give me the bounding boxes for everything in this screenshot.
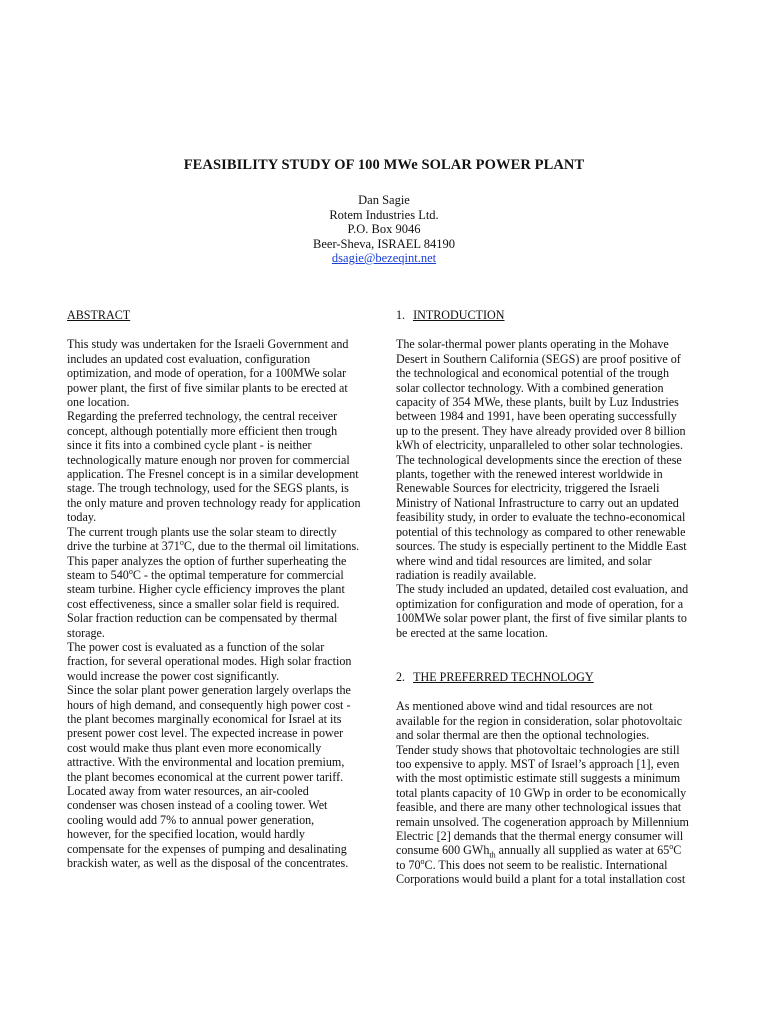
preferred-line: Corporations would build a plant for a total installation cost [396,872,686,887]
intro-line: Ministry of National Infrastructure to carry out an updated [396,495,679,510]
abstract-line: hours of high demand, and consequently high power cost - [67,697,351,712]
abstract-line: includes an updated cost evaluation, configuration [67,351,311,366]
abstract-line: brackish water, as well as the disposal of the concentrates. [67,856,349,871]
abstract-line: This study was undertaken for the Israeli Government and [67,337,349,352]
abstract-line: steam turbine. Higher cycle efficiency improves the plant [67,582,345,597]
abstract-line: This paper analyzes the option of further superheating the [67,553,347,568]
intro-line: the technological and economical potential of the trough [396,366,670,381]
abstract-line: one location. [67,395,130,410]
abstract-line: technologically mature enough nor proven for commercial [67,452,350,467]
intro-line: capacity of 354 MWe, these plants, built by Luz Industries [396,395,679,410]
abstract-heading: ABSTRACT [67,308,131,322]
gwh-subscript: th [489,850,496,860]
abstract-line: The current trough plants use the solar steam to directly [67,524,337,539]
author-name: Dan Sagie [358,193,410,207]
intro-line: sources. The study is especially pertinent to the Middle East [396,539,687,554]
abstract-frag: C - the optimal temperature for commercial [132,567,344,582]
intro-line: up to the present. They have already provided over 8 billion [396,423,686,438]
intro-line: The technological developments since the erection of these [396,452,682,467]
preferred-frag: consume 600 GWh [396,843,490,858]
intro-heading [396,308,708,322]
abstract-frag: drive the turbine at 371 [67,539,180,554]
intro-heading-text: INTRODUCTION [413,308,505,322]
preferred-line: remain unsolved. The cogeneration approach by Millennium [396,814,689,829]
abstract-line: concept, although potentially more efficient then trough [67,423,338,438]
abstract-line: the plant becomes economical at the current power tariff. [67,769,344,784]
intro-line: potential of this technology as compared to other renewable [396,524,686,539]
abstract-line: today. [67,510,97,525]
intro-line: 100MWe solar power plant, the first of five similar plants to [396,611,687,626]
section-gap [396,640,708,670]
preferred-number: 2. [396,669,406,684]
abstract-line: compensate for the expenses of pumping and desalinating [67,841,347,856]
abstract-line: present power cost level. The expected increase in power [67,726,344,741]
abstract-line: application. The Fresnel concept is in a similar development [67,467,359,482]
abstract-line: condenser was chosen instead of a cooling tower. Wet [67,798,328,813]
preferred-line: with the most optimistic estimate still suggests a minimum [396,771,681,786]
abstract-line: power plant, the first of five similar plants to be erected at [67,380,348,395]
intro-line: The study included an updated, detailed cost evaluation, and [396,582,689,597]
preferred-line: total plants capacity of 10 GWp in order to be economically [396,785,687,800]
abstract-line: Solar fraction reduction can be compensated by thermal [67,611,338,626]
abstract-line: the plant becomes marginally economical for Israel at its [67,711,342,726]
left-column [67,308,377,870]
preferred-line: available for the region in consideration, solar photovoltaic [396,713,683,728]
preferred-frag: to 70 [396,857,421,872]
intro-line: Renewable Sources for electricity, triggered the Israeli [396,481,660,496]
author-company: Rotem Industries Ltd. [329,207,439,222]
preferred-line: too expensive to apply. MST of Israel’s approach [1], even [396,756,680,771]
abstract-line: The power cost is evaluated as a function of the solar [67,639,325,654]
author-pobox: P.O. Box 9046 [347,222,421,236]
abstract-frag: C, due to the thermal oil limitations. [183,539,360,554]
paper-title: FEASIBILITY STUDY OF 100 MWe SOLAR POWER PLANT [183,157,585,173]
abstract-line: since it fits into a combined cycle plant - is neither [67,438,312,453]
abstract-line: would increase the power cost significantly. [67,668,280,683]
abstract-line: Since the solar plant power generation largely overlaps the [67,683,351,698]
preferred-line: Tender study shows that photovoltaic technologies are still [396,742,680,757]
preferred-line: feasible, and there are many other technological issues that [396,800,682,815]
intro-line: The solar-thermal power plants operating in the Mohave [396,337,669,352]
intro-line: between 1984 and 1991, have been operating successfully [396,409,677,424]
author-block [0,193,768,266]
right-column [396,308,708,887]
preferred-line: As mentioned above wind and tidal resources are not [396,699,653,714]
abstract-line: fraction, for several operational modes. High solar fraction [67,654,352,669]
preferred-heading [396,670,708,684]
preferred-line: Electric [2] demands that the thermal energy consumer will [396,829,684,843]
degree-sup: o [669,842,674,852]
intro-line: be erected at the same location. [396,625,548,640]
preferred-heading-text: THE PREFERRED TECHNOLOGY [413,669,594,684]
degree-sup: o [420,856,425,866]
preferred-line [396,858,708,872]
abstract-line: cooling would add 7% to annual power generation, [67,812,315,827]
abstract-frag: steam to 540 [67,567,129,582]
intro-line: where wind and tidal resources are limited, and solar [396,553,652,568]
intro-line: Desert in Southern California (SEGS) are proof positive of [396,351,681,366]
degree-sup: o [179,538,184,548]
intro-line: feasibility study, in order to evaluate the techno-economical [396,510,686,525]
intro-line: radiation is readily available. [396,567,537,582]
abstract-line: cost would make thus plant even more economically [67,740,322,755]
intro-line: kWh of electricity, unparalleled to other solar technologies. [396,438,684,453]
degree-sup: o [128,566,133,576]
intro-line: optimization for configuration and mode of operation, for a [396,596,684,611]
preferred-frag: C. This does not seem to be realistic. International [424,857,668,872]
intro-line: solar collector technology. With a combined generation [396,380,664,395]
abstract-line: the only mature and proven technology ready for application [67,495,361,510]
abstract-line: stage. The trough technology, used for the SEGS plants, is [67,481,349,496]
intro-line: plants, together with the renewed interest worldwide in [396,467,663,482]
preferred-frag: annually all supplied as water at 65 [495,843,670,858]
author-city: Beer-Sheva, ISRAEL 84190 [313,236,455,251]
abstract-line [67,539,377,553]
intro-number: 1. [396,308,406,322]
author-email-link[interactable]: dsagie@bezeqint.net [331,251,437,265]
preferred-line: and solar thermal are then the optional technologies. [396,728,650,743]
abstract-line: however, for the specified location, would hardly [67,827,305,842]
abstract-line: storage. [67,625,105,640]
abstract-line: Located away from water resources, an air-cooled [67,784,309,798]
abstract-line [67,568,377,582]
abstract-line: attractive. With the environmental and location premium, [67,755,345,770]
abstract-line: optimization, and mode of operation, for a 100MWe solar [67,366,347,381]
preferred-frag: C [673,843,682,858]
abstract-line: Regarding the preferred technology, the central receiver [67,409,338,424]
abstract-line: cost effectiveness, since a smaller solar field is required. [67,596,340,611]
preferred-line [396,842,708,860]
